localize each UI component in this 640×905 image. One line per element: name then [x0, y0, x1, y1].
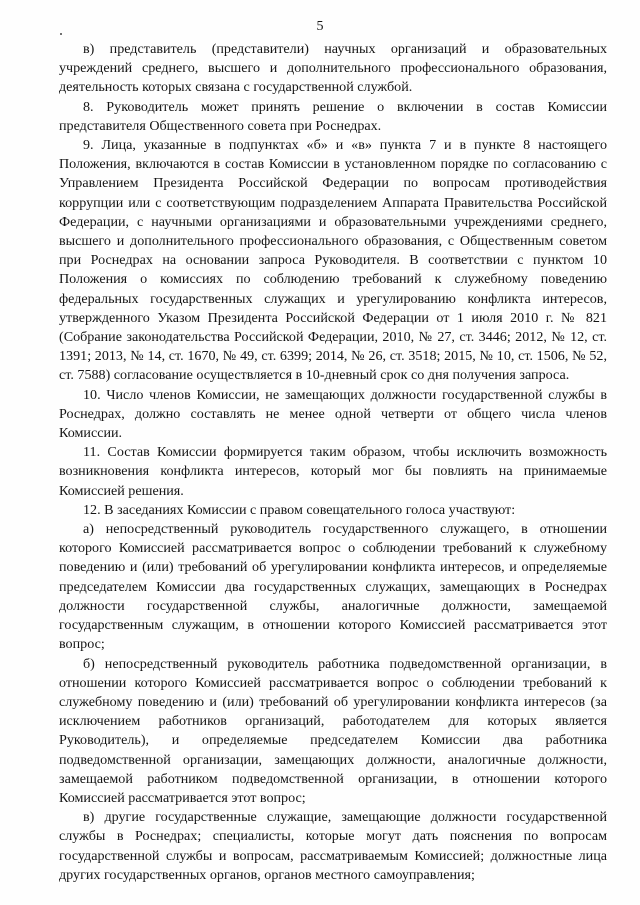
scan-speck [60, 33, 62, 35]
paragraph-7v: в) представитель (представители) научных организаций и образовательных учреждений среднего, высшего и дополнительного профессионального образования, деятельность которых связана с государственной службой. [59, 41, 607, 96]
paragraph-12a: а) непосредственный руководитель государственного служащего, в отношении которого Комиссией рассматривается вопрос о соблюдении требований к служебному поведению и (или) требований об урегулировании конфликта интересов, и определяемые председателем Комиссии два государственных служащих, замещающих в Роснедрах должности государственной службы, аналогичные должности, замещаемой государственным служащим, в отношении которого Комиссией рассматривается этот вопрос; [59, 521, 607, 653]
paragraph-12b: б) непосредственный руководитель работника подведомственной организации, в отношении которого Комиссией рассматривается вопрос о соблюдении требований к служебному поведению и (или) требований об урегулировании конфликта интересов (за исключением работников организаций, работодателем для которых является Руководитель), и определяемые председателем Комиссии два работника подведомственной организации, замещающих должности, аналогичные должности, замещаемой работником подведомственной организации, в отношении которого Комиссией рассматривается этот вопрос; [59, 655, 607, 806]
paragraph-9: 9. Лица, указанные в подпунктах «б» и «в» пункта 7 и в пункте 8 настоящего Положения, включаются в состав Комиссии в установленном порядке по согласованию с Управлением Президента Российской Федерации по вопросам противодействия коррупции или с соответствующим подразделением Аппарата Правительства Российской Федерации, с научными организациями и образовательными учреждениями среднего, высшего и дополнительного профессионального образования, с Общественным советом при Роснедрах на основании запроса Руководителя. В соответствии с пунктом 10 Положения о комиссиях по соблюдению требований к служебному поведению федеральных государственных служащих и урегулированию конфликта интересов, утвержденного Указом Президента Российской Федерации от 1 июля 2010 г. № 821 (Собрание законодательства Российской Федерации, 2010, № 27, ст. 3446; 2012, № 12, ст. 1391; 2013, № 14, ст. 1670, № 49, ст. 6399; 2014, № 26, ст. 3518; 2015, № 10, ст. 1506, № 52, ст. 7588) согласование осуществляется в 10-дневный срок со дня получения запроса. [59, 137, 607, 384]
paragraph-11: 11. Состав Комиссии формируется таким образом, чтобы исключить возможность возникновения конфликта интересов, который мог бы повлиять на принимаемые Комиссией решения. [59, 444, 607, 499]
paragraph-10: 10. Число членов Комиссии, не замещающих должности государственной службы в Роснедрах, должно составлять не менее одной четверти от общего числа членов Комиссии. [59, 386, 607, 442]
document-body [59, 40, 607, 885]
paragraph-8: 8. Руководитель может принять решение о включении в состав Комиссии представителя Общественного совета при Роснедрах. [59, 98, 607, 134]
paragraph-12: 12. В заседаниях Комиссии с правом совещательного голоса участвуют: [83, 501, 516, 518]
paragraph-12v: в) другие государственные служащие, замещающие должности государственной службы в Роснедрах; специалисты, которые могут дать пояснения по вопросам государственной службы и вопросам, рассматриваемым Комиссией; должностные лица других государственных органов, органов местного самоуправления; [59, 809, 607, 883]
page-number: 5 [316, 19, 324, 34]
